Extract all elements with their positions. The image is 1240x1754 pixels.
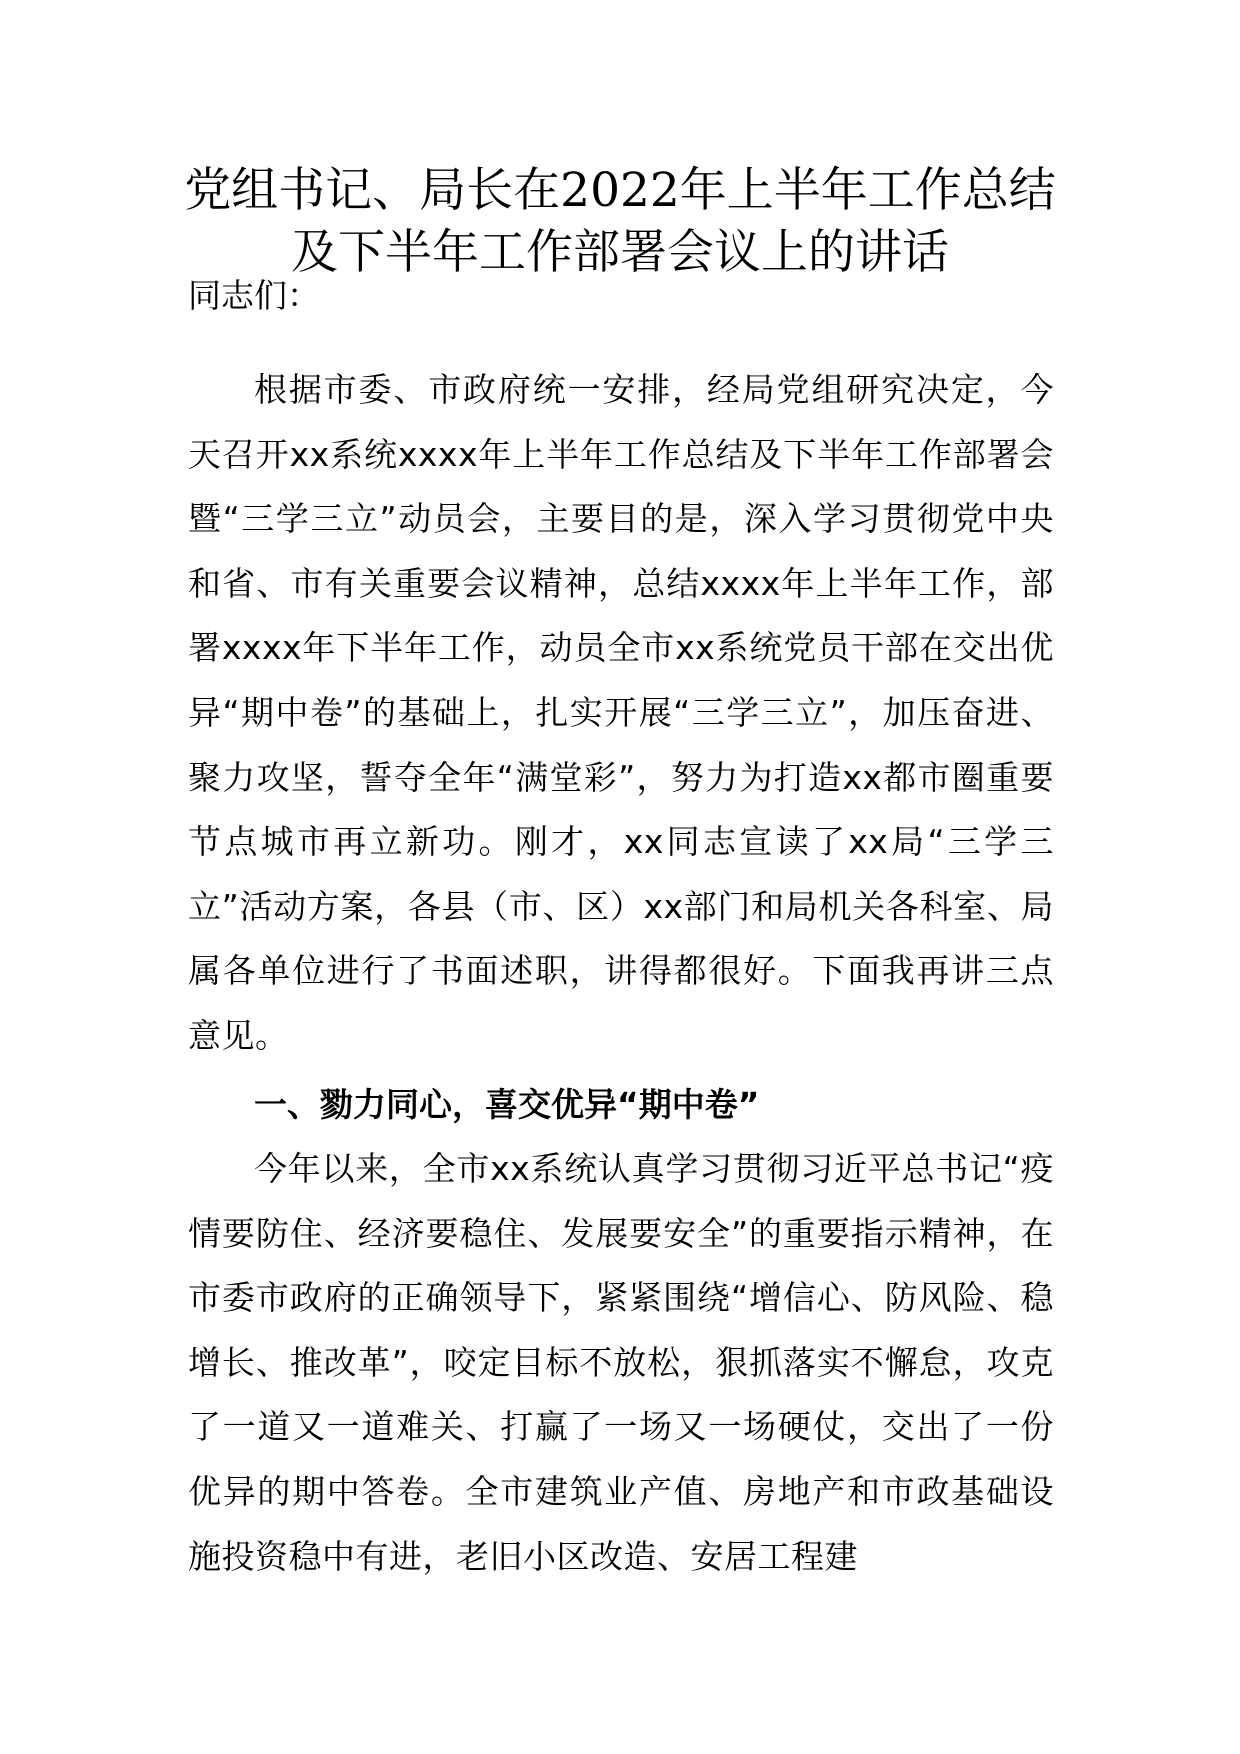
title-line-1: 党组书记、局长在2022年上半年工作总结	[184, 163, 1056, 218]
title-line-2: 及下半年工作部署会议上的讲话	[291, 225, 949, 280]
document-title	[160, 160, 1080, 284]
section-heading-1: 一、勠力同心，喜交优异“期中卷”	[254, 1085, 760, 1124]
paragraph-intro: 根据市委、市政府统一安排，经局党组研究决定，今天召开xx系统xxxx年上半年工作总结及下半年工作部署会暨“三学三立”动员会，主要目的是，深入学习贯彻党中央和省、市有关重要会议精神，总结xxxx年上半年工作，部署xxxx年下半年工作，动员全市xx系统党员干部在交出优异“期中卷”的基础上，扎实开展“三学三立”，加压奋进、聚力攻坚，誓夺全年“满堂彩”，努力为打造xx都市圈重要节点城市再立新功。刚才，xx同志宣读了xx局“三学三立”活动方案，各县（市、区）xx部门和局机关各科室、局属各单位进行了书面述职，讲得都很好。下面我再讲三点意见。	[188, 370, 1054, 1055]
paragraph-section-1: 今年以来，全市xx系统认真学习贯彻习近平总书记“疫情要防住、经济要稳住、发展要安全”的重要指示精神，在市委市政府的正确领导下，紧紧围绕“增信心、防风险、稳增长、推改革”，咬定目标不放松，狠抓落实不懈怠，攻克了一道又一道难关、打赢了一场又一场硬仗，交出了一份优异的期中答卷。全市建筑业产值、房地产和市政基础设施投资稳中有进，老旧小区改造、安居工程建	[188, 1149, 1054, 1576]
salutation: 同志们：	[188, 276, 320, 315]
